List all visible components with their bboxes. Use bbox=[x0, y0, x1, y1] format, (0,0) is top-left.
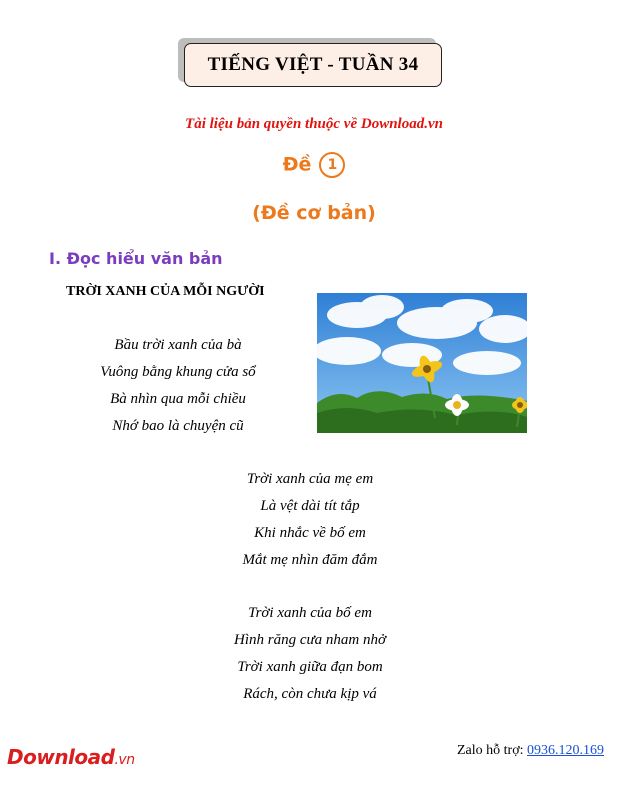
logo-suffix: .vn bbox=[114, 752, 135, 768]
exam-number-badge: 1 bbox=[319, 152, 345, 178]
poem-line: Nhớ bao là chuyện cũ bbox=[112, 418, 244, 434]
page-title: TIẾNG VIỆT - TUẦN 34 bbox=[184, 43, 442, 87]
copyright-notice: Tài liệu bản quyền thuộc về Download.vn bbox=[185, 116, 443, 132]
poem-line: Mắt mẹ nhìn đăm đắm bbox=[242, 552, 378, 568]
zalo-support bbox=[457, 743, 604, 759]
poem-stanza-1 bbox=[78, 332, 278, 440]
poem-line: Trời xanh của mẹ em bbox=[246, 471, 374, 487]
poem-line: Trời xanh giữa đạn bom bbox=[237, 659, 383, 675]
title-banner bbox=[178, 38, 444, 88]
sky-flowers-photo bbox=[317, 293, 527, 433]
zalo-label: Zalo hỗ trợ: bbox=[457, 743, 524, 758]
logo-main: Download bbox=[7, 745, 115, 769]
exam-heading bbox=[0, 152, 628, 178]
poem-line: Hình răng cưa nham nhở bbox=[233, 632, 386, 648]
poem-line: Vuông bằng khung cửa sổ bbox=[100, 364, 256, 380]
section-heading: I. Đọc hiểu văn bản bbox=[49, 249, 223, 268]
poem-line: Là vệt dài tít tắp bbox=[260, 498, 360, 514]
poem-stanza-3 bbox=[190, 600, 430, 708]
exam-level: (Đề cơ bản) bbox=[252, 202, 376, 224]
exam-label: Đề bbox=[282, 153, 312, 176]
zalo-phone-link[interactable]: 0936.120.169 bbox=[527, 743, 604, 758]
poem-line: Rách, còn chưa kịp vá bbox=[243, 686, 377, 702]
poem-stanza-2 bbox=[190, 466, 430, 574]
poem-line: Trời xanh của bố em bbox=[248, 605, 372, 621]
download-logo[interactable] bbox=[7, 745, 135, 769]
poem-line: Bầu trời xanh của bà bbox=[114, 337, 242, 353]
poem-title: TRỜI XANH CỦA MỖI NGƯỜI bbox=[66, 284, 265, 299]
poem-line: Khi nhắc về bố em bbox=[254, 525, 366, 541]
poem-line: Bà nhìn qua mỗi chiều bbox=[110, 391, 246, 407]
